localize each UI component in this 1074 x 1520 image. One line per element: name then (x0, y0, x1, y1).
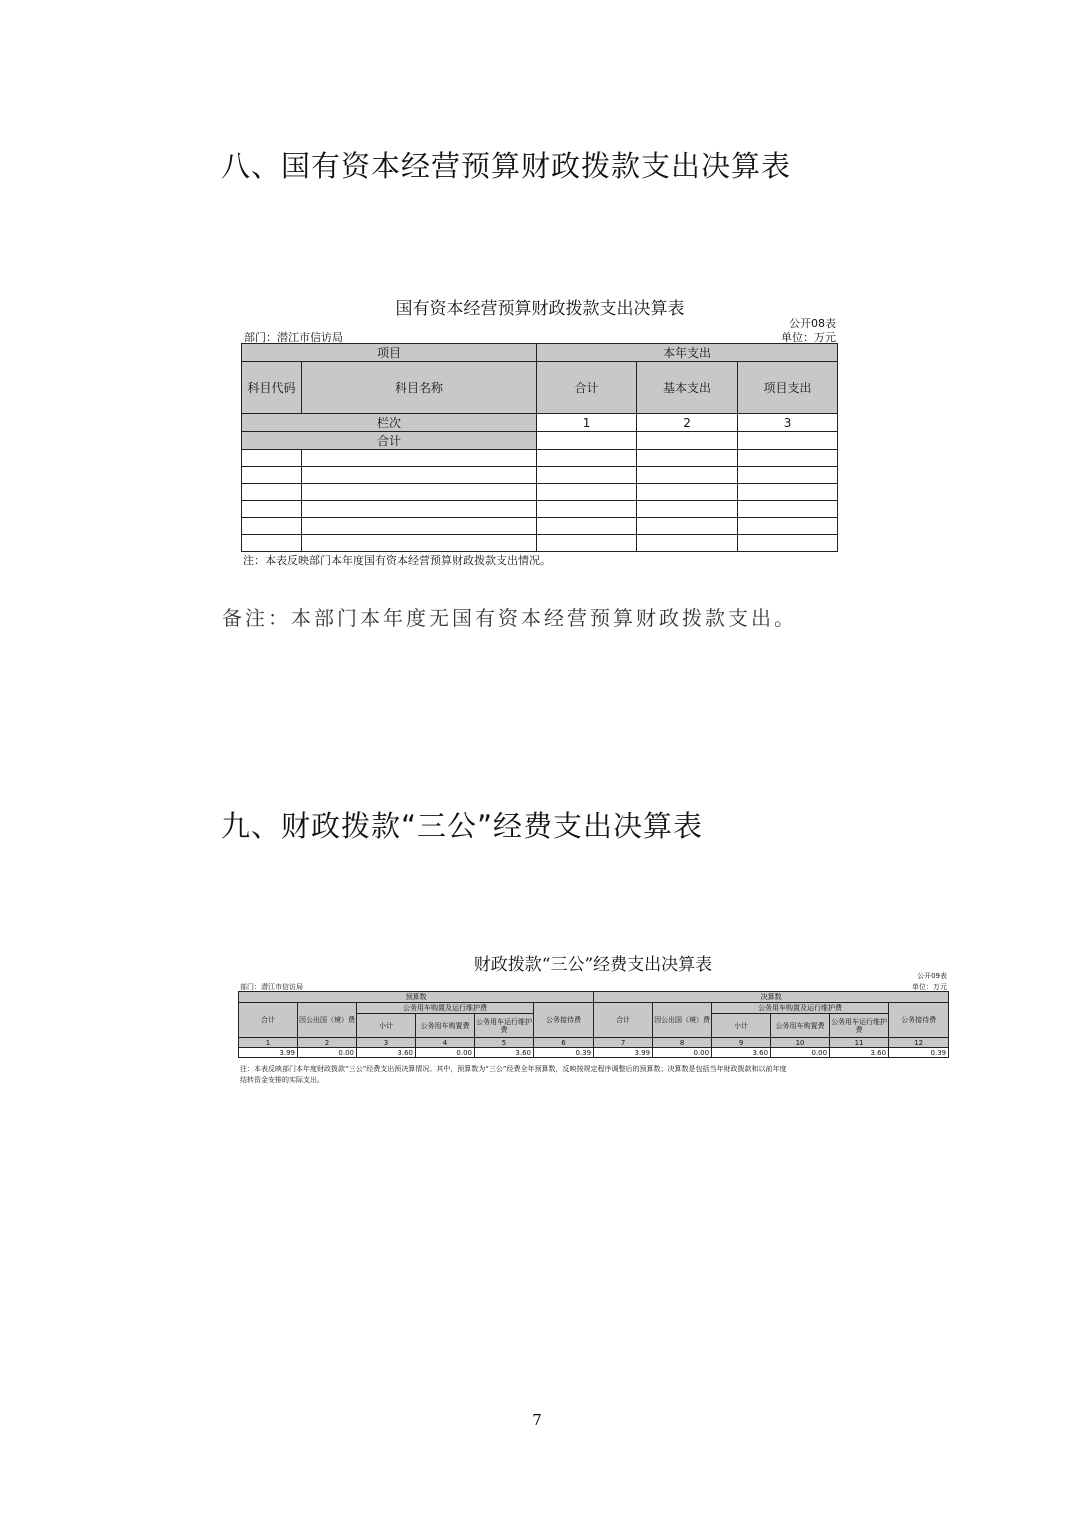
section9-dept: 部门：潜江市信访局 (240, 983, 303, 991)
value-cell: 0.00 (298, 1048, 357, 1058)
table-row (242, 501, 838, 518)
value-cell: 0.00 (416, 1048, 475, 1058)
value-cell: 3.60 (830, 1048, 889, 1058)
table-cell (738, 432, 838, 450)
page-number: 7 (532, 1411, 542, 1429)
header-reception: 公务接待费 (534, 1003, 594, 1038)
table-row (242, 535, 838, 552)
header-reception: 公务接待费 (889, 1003, 949, 1038)
value-cell: 3.99 (239, 1048, 298, 1058)
header-subject-code: 科目代码 (242, 362, 302, 414)
table-cell (637, 432, 738, 450)
header-total: 合计 (594, 1003, 653, 1038)
col-number: 9 (712, 1038, 771, 1048)
value-cell: 3.60 (475, 1048, 534, 1058)
value-cell: 3.60 (357, 1048, 416, 1058)
row-column-no: 栏次 (242, 414, 537, 432)
section9-heading: 九、财政拨款“三公”经费支出决算表 (221, 809, 704, 843)
section9-note-line2: 结转资金安排的实际支出。 (240, 1076, 324, 1084)
table-cell (537, 432, 637, 450)
section9-table (238, 991, 949, 1058)
value-cell: 0.39 (889, 1048, 949, 1058)
header-vehicle-group: 公务用车购置及运行维护费 (357, 1003, 534, 1014)
table-row (242, 467, 838, 484)
section8-unit: 单位：万元 (781, 331, 836, 344)
header-total: 合计 (239, 1003, 298, 1038)
header-subject-name: 科目名称 (302, 362, 537, 414)
header-vehicle-group: 公务用车购置及运行维护费 (712, 1003, 889, 1014)
section8-note: 注：本表反映部门本年度国有资本经营预算财政拨款支出情况。 (243, 554, 551, 567)
header-subtotal: 小计 (357, 1014, 416, 1038)
value-cell: 0.00 (771, 1048, 830, 1058)
header-vehicle-purchase: 公务用车购置费 (416, 1014, 475, 1038)
table-row-colnums (239, 1038, 949, 1048)
section8-heading: 八、国有资本经营预算财政拨款支出决算表 (221, 149, 792, 183)
col-number: 7 (594, 1038, 653, 1048)
section8-table (241, 343, 838, 552)
section8-form-no: 公开08表 (789, 317, 836, 330)
col-no-2: 2 (637, 414, 738, 432)
section9-unit: 单位：万元 (912, 983, 947, 991)
header-subtotal: 小计 (712, 1014, 771, 1038)
section9-form-no: 公开09表 (917, 972, 947, 980)
table-row (242, 450, 838, 467)
col-number: 5 (475, 1038, 534, 1048)
col-number: 2 (298, 1038, 357, 1048)
section9-note-line1: 注：本表反映部门本年度财政拨款“三公”经费支出预决算情况。其中，预算数为“三公”经费全年预算数，反映按规定程序调整后的预算数；决算数是包括当年财政拨款和以前年度 (240, 1065, 787, 1073)
header-budget: 预算数 (239, 992, 594, 1003)
col-number: 8 (653, 1038, 712, 1048)
header-final: 决算数 (594, 992, 949, 1003)
value-cell: 0.00 (653, 1048, 712, 1058)
col-number: 10 (771, 1038, 830, 1048)
value-cell: 3.99 (594, 1048, 653, 1058)
table-row (242, 518, 838, 535)
header-vehicle-purchase: 公务用车购置费 (771, 1014, 830, 1038)
header-vehicle-run: 公务用车运行维护费 (475, 1014, 534, 1038)
section8-remark: 备注：本部门本年度无国有资本经营预算财政拨款支出。 (222, 606, 797, 630)
value-cell: 0.39 (534, 1048, 594, 1058)
col-number: 3 (357, 1038, 416, 1048)
header-total: 合计 (537, 362, 637, 414)
header-project-exp: 项目支出 (738, 362, 838, 414)
col-number: 4 (416, 1038, 475, 1048)
header-current-year: 本年支出 (537, 344, 838, 362)
table-row-values (239, 1048, 949, 1058)
header-abroad: 因公出国（境）费 (298, 1003, 357, 1038)
col-number: 1 (239, 1038, 298, 1048)
section8-table-title: 国有资本经营预算财政拨款支出决算表 (395, 299, 685, 319)
col-number: 6 (534, 1038, 594, 1048)
col-no-1: 1 (537, 414, 637, 432)
header-vehicle-run: 公务用车运行维护费 (830, 1014, 889, 1038)
table-row (242, 484, 838, 501)
section8-dept: 部门：潜江市信访局 (244, 331, 343, 344)
header-project: 项目 (242, 344, 537, 362)
section9-table-title: 财政拨款“三公”经费支出决算表 (473, 955, 713, 975)
header-basic: 基本支出 (637, 362, 738, 414)
col-no-3: 3 (738, 414, 838, 432)
row-sum: 合计 (242, 432, 537, 450)
col-number: 11 (830, 1038, 889, 1048)
value-cell: 3.60 (712, 1048, 771, 1058)
header-abroad: 因公出国（境）费 (653, 1003, 712, 1038)
col-number: 12 (889, 1038, 949, 1048)
